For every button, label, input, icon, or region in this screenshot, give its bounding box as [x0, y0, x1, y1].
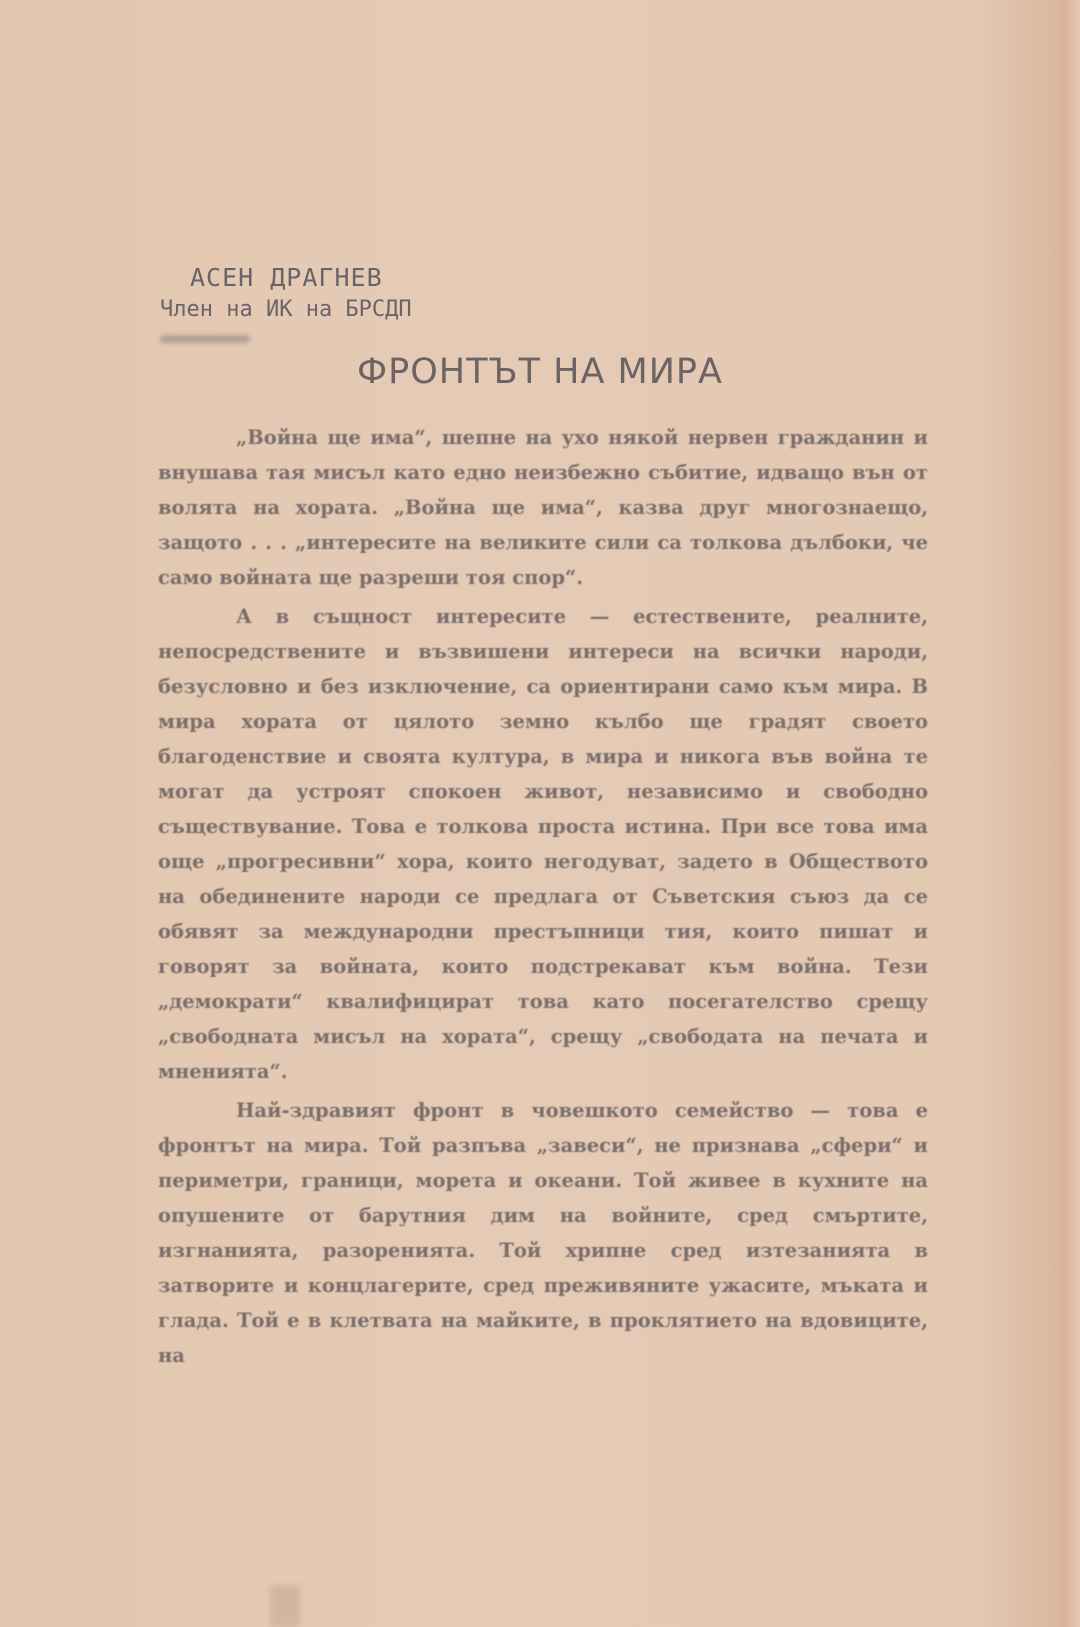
byline	[160, 262, 412, 326]
paragraph: А в същност интересите — естествените, реалните, непосредствените и възвишени интереси на всички народи, безусловно и без изключение, са ориентирани само към мира. В мира хората от цялото земно кълбо ще градят своето благоденствие и своята култура, в мира и никога във война те могат да устроят спокоен живот, независимо и свободно съществувание. Това е толкова проста истина. При все това има още „прогресивни“ хора, които негодуват, задето в Обществото на обединените народи се предлага от Съветския съюз да се обявят за международни престъпници тия, които пишат и говорят за войната, които подстрекават към война. Тези „демократи“ квалифицират това като посегателство срещу „свободната мисъл на хората“, срещу „свободата на печата и мненията“.	[158, 605, 928, 1083]
page-edge-shadow	[1040, 0, 1080, 1627]
article-title: ФРОНТЪТ НА МИРА	[357, 352, 723, 392]
paragraph: Най-здравият фронт в човешкото семейство — това е фронтът на мира. Той разпъва „завеси“, не признава „сфери“ и периметри, граници, морета и океани. Той живее в кухните на опушените от барутния дим на войните, сред смъртите, изгнанията, разоренията. Той хрипне сред изтезанията в затворите и концлагерите, сред преживяните ужасите, мъката и глада. Той е в клетвата на майките, в проклятието на вдовиците, на	[158, 1099, 928, 1367]
author-name: АСЕН ДРАГНЕВ	[190, 263, 383, 292]
author-position: Член на ИК на БРСДП	[160, 297, 412, 322]
ink-smudge	[160, 335, 250, 343]
paragraph: „Война ще има“, шепне на ухо някой нервен гражданин и внушава тая мисъл като едно неизбежно събитие, идващо вън от волята на хората. „Война ще има“, казва друг многознаещо, защото . . . „интересите на великите сили са толкова дълбоки, че само войната ще разреши тоя спор“.	[158, 426, 928, 589]
paper-stain	[270, 1585, 300, 1627]
article-body	[158, 420, 928, 1377]
